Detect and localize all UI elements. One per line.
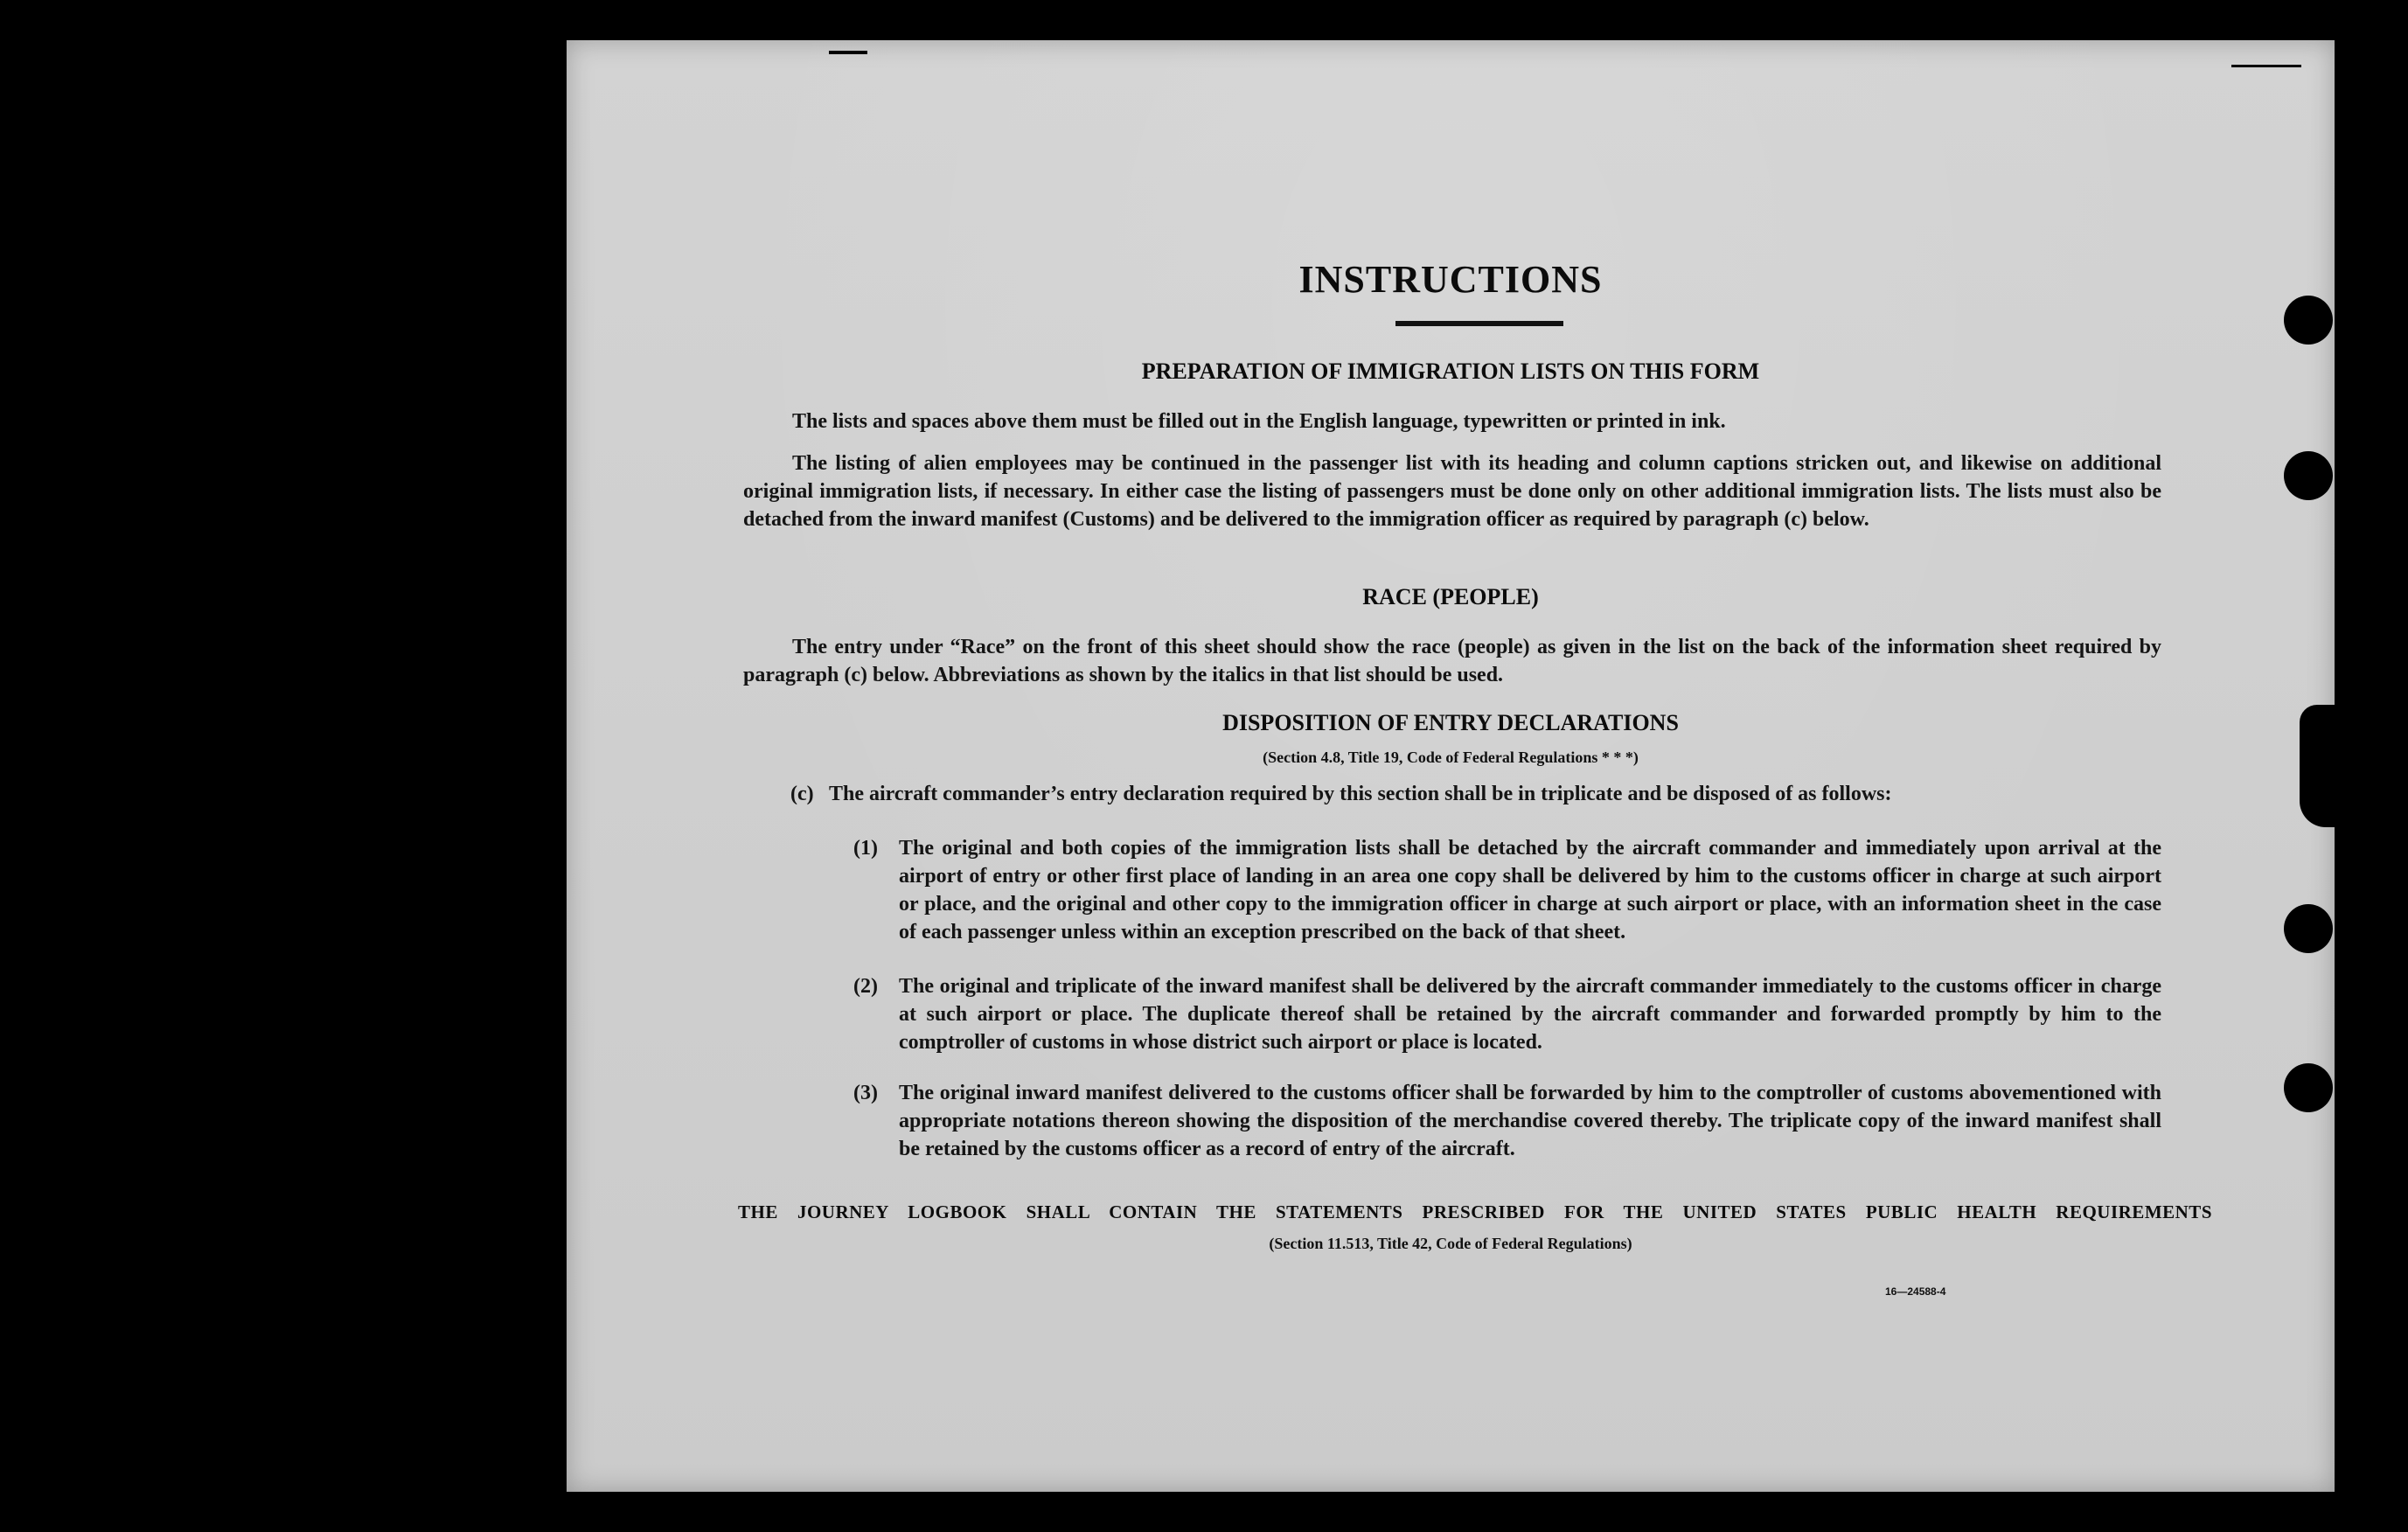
instructions-content <box>567 40 2335 1492</box>
item-text: The original and both copies of the immigration lists shall be detached by the aircraft commander and immediately upon arrival at the airport of entry or other first place of landing in an area one copy shall be delivered by him to the customs officer in charge at such airport or place, and the original and other copy to the immigration officer in charge at such airport or place, with an information sheet in the case of each passenger unless within an exception prescribed on the back of that sheet. <box>899 837 2161 944</box>
page-title: INSTRUCTIONS <box>1298 258 1603 301</box>
paragraph-race: The entry under “Race” on the front of this sheet should show the race (people) as given in the list on the back of the information sheet required by paragraph (c) below. Abbreviations as shown by the italics in that list should be used. <box>743 636 2161 686</box>
footer-citation: (Section 11.513, Title 42, Code of Federal Regulations) <box>1269 1235 1632 1252</box>
item-label: (1) <box>853 837 878 860</box>
section-citation: (Section 4.8, Title 19, Code of Federal Regulations * * *) <box>1263 749 1639 766</box>
intro-text: The aircraft commander’s entry declaration required by this section shall be in triplicate and be disposed of as follows: <box>829 783 1892 805</box>
form-number: 16—24588-4 <box>1885 1285 1946 1298</box>
list-item-3 <box>853 1079 2161 1163</box>
section-heading-preparation: PREPARATION OF IMMIGRATION LISTS ON THIS FORM <box>1141 359 1760 384</box>
item-label: (2) <box>853 975 878 998</box>
section-heading-race: RACE (PEOPLE) <box>1362 584 1539 609</box>
section-heading-disposition: DISPOSITION OF ENTRY DECLARATIONS <box>1222 710 1679 735</box>
list-item-2 <box>853 972 2161 1056</box>
paragraph-intro-c <box>790 780 2163 808</box>
paragraph-preparation-1: The lists and spaces above them must be filled out in the English language, typewritten or printed in ink. <box>792 410 1726 433</box>
title-underline <box>1395 321 1563 326</box>
item-label: (3) <box>853 1082 878 1104</box>
document-page <box>567 40 2335 1492</box>
item-text: The original inward manifest delivered to the customs officer shall be forwarded by him to the comptroller of customs abovementioned with appropriate notations thereon showing the disposition of the merchandise covered thereby. The triplicate copy of the inward manifest shall be retained by the customs officer as a record of entry of the aircraft. <box>899 1082 2161 1160</box>
list-item-1 <box>853 834 2161 946</box>
item-label: (c) <box>790 783 814 805</box>
item-text: The original and triplicate of the inward manifest shall be delivered by the aircraft commander immediately to the customs officer in charge at such airport or place. The duplicate thereof shall be retained by the aircraft commander and forwarded promptly by him to the comptroller of customs in whose district such airport or place is located. <box>899 975 2161 1054</box>
paragraph-preparation-2: The listing of alien employees may be continued in the passenger list with its heading and column captions stricken out, and likewise on additional original immigration lists, if necessary. In either case the listing of passengers must be done only on other additional immigration lists. The lists must also be detached from the inward manifest (Customs) and be delivered to the immigration officer as required by paragraph (c) below. <box>743 452 2161 531</box>
footer-statement: THE JOURNEY LOGBOOK SHALL CONTAIN THE STATEMENTS PRESCRIBED FOR THE UNITED STATES PUBLIC HEALTH REQUIREMENTS <box>738 1201 2212 1222</box>
